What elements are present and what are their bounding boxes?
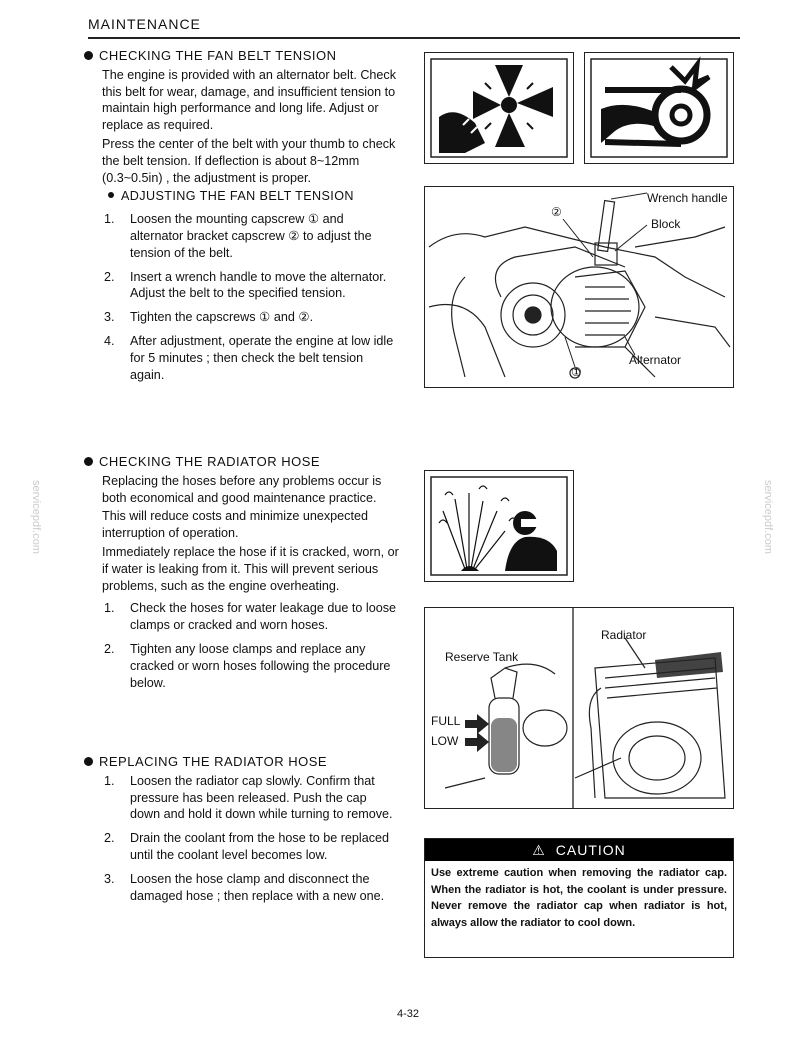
list-item: 1. Loosen the radiator cap slowly. Confirm that pressure has been released. Push the cap down and hold it down while turning to remove. xyxy=(104,773,393,822)
header-rule xyxy=(88,37,740,39)
full-label: FULL xyxy=(431,714,461,728)
callout-1: ① xyxy=(571,365,582,379)
fan-belt-para1: The engine is provided with an alternator belt. Check this belt for wear, damage, and insufficient tension to maintain high performance and long life. Adjust or replace as required. xyxy=(102,67,397,133)
list-item: 3. Loosen the hose clamp and disconnect the damaged hose ; then replace with a new one. xyxy=(104,871,385,903)
alternator-figure xyxy=(424,186,734,388)
caution-box xyxy=(424,838,734,958)
alternator-label: Alternator xyxy=(629,353,682,367)
bullet-icon xyxy=(84,757,93,766)
reserve-tank-label: Reserve Tank xyxy=(445,650,519,664)
fan-belt-para2: Press the center of the belt with your thumb to check the belt tension. If deflection is about 8~12mm (0.3~0.5in) , the adjustment is proper. xyxy=(102,136,396,185)
page-number: 4-32 xyxy=(397,1008,420,1020)
page-header: MAINTENANCE xyxy=(88,16,201,32)
list-item: 1. Check the hoses for water leakage due to loose clamps or cracked and worn hoses. xyxy=(104,601,397,633)
callout-2: ② xyxy=(551,205,562,219)
fan-belt-heading: CHECKING THE FAN BELT TENSION xyxy=(84,48,400,65)
warning-triangle-icon: ⚠ xyxy=(532,842,546,858)
list-item: 2. Tighten any loose clamps and replace any cracked or worn hoses following the procedure below. xyxy=(104,641,391,690)
adjust-heading: ADJUSTING THE FAN BELT TENSION xyxy=(108,188,400,205)
hot-coolant-warning-figure xyxy=(424,470,574,582)
belt-warning-figure xyxy=(584,52,734,164)
replace-hose-section xyxy=(84,754,400,911)
list-item: 4. After adjustment, operate the engine at low idle for 5 minutes ; then check the belt tension again. xyxy=(104,333,394,382)
caution-header: ⚠ CAUTION xyxy=(425,839,733,861)
low-label: LOW xyxy=(431,734,459,748)
replace-hose-heading: REPLACING THE RADIATOR HOSE xyxy=(84,754,400,771)
wrench-handle-label: Wrench handle xyxy=(647,191,728,205)
list-item: 3. Tighten the capscrews ① and ②. xyxy=(104,310,314,325)
radiator-hose-heading: CHECKING THE RADIATOR HOSE xyxy=(84,454,400,471)
bullet-icon xyxy=(108,192,114,198)
radiator-hose-steps xyxy=(84,600,400,691)
radiator-figure xyxy=(424,607,734,809)
replace-hose-steps xyxy=(84,773,400,905)
bullet-icon xyxy=(84,457,93,466)
bullet-icon xyxy=(84,51,93,60)
alternator-illustration xyxy=(425,187,733,387)
radiator-hose-para1: Replacing the hoses before any problems occur is both economical and good maintenance practice. xyxy=(102,473,382,505)
list-item: 2. Drain the coolant from the hose to be replaced until the coolant level becomes low. xyxy=(104,831,390,862)
radiator-label: Radiator xyxy=(601,628,647,642)
radiator-hose-para2: This will reduce costs and minimize unexpected interruption of operation. xyxy=(102,509,368,541)
watermark-right: servicepdf.com xyxy=(762,480,774,554)
block-label: Block xyxy=(651,217,681,231)
radiator-hose-para3: Immediately replace the hose if it is cracked, worn, or if water is leaking from it. This will prevent serious problems, such as the engine overheating. xyxy=(102,544,399,593)
list-item: 2. Insert a wrench handle to move the alternator. Adjust the belt to the specified tension. xyxy=(104,269,387,301)
list-item: 1. Loosen the mounting capscrew ① and alternator bracket capscrew ② to adjust the tension of the belt. xyxy=(104,212,372,260)
fan-belt-section xyxy=(84,48,400,390)
radiator-illustration xyxy=(425,608,733,808)
belt-hazard-icon xyxy=(585,53,733,163)
caution-text: Use extreme caution when removing the radiator cap. When the radiator is hot, the coolant is under pressure. Never remove the radiator cap when radiator is hot, always allow the radiator to cool down. xyxy=(431,867,727,929)
radiator-hose-section xyxy=(84,454,400,698)
fan-hazard-icon xyxy=(425,53,573,163)
watermark-left: servicepdf.com xyxy=(30,480,42,554)
adjust-steps xyxy=(84,211,400,383)
fan-warning-figure xyxy=(424,52,574,164)
steam-hazard-icon xyxy=(425,471,573,581)
